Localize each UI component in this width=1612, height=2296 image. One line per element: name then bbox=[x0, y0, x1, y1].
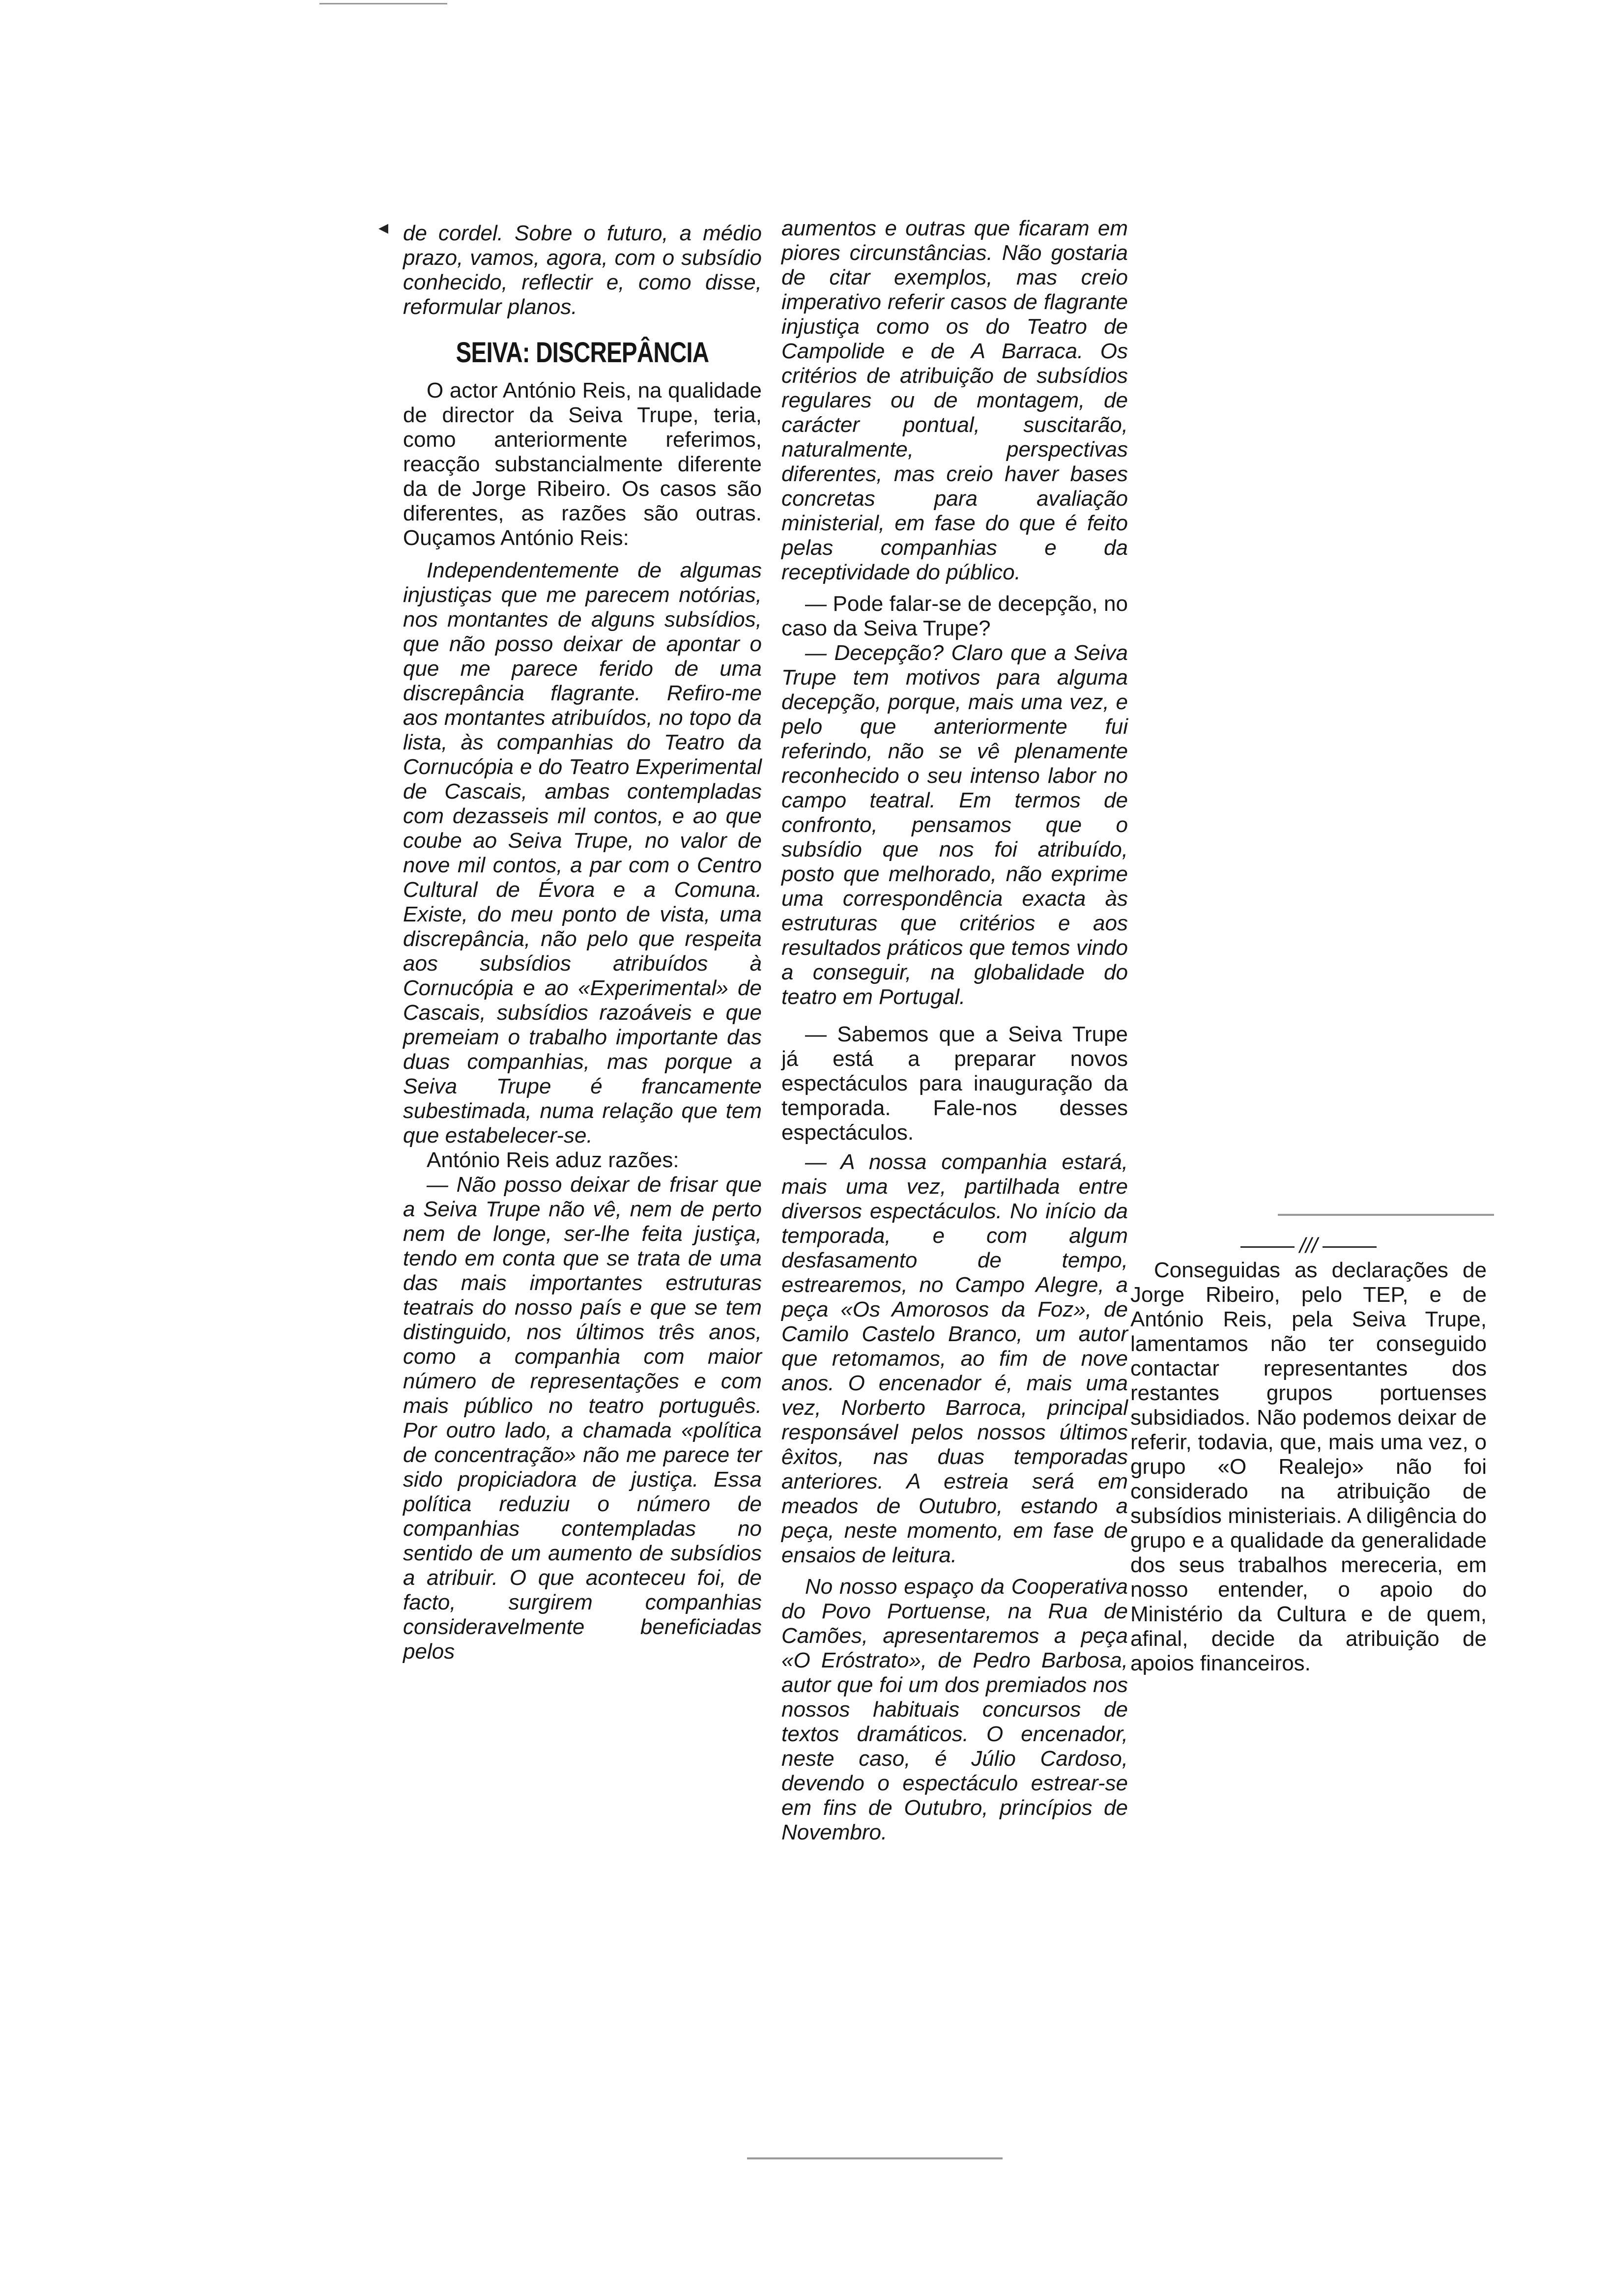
answer-paragraph: — A nossa companhia estará, mais uma vez, partilhada entre diversos espectáculos. No início da temporada, e com algum desfasamento de tempo, estrearemos, no Campo Alegre, a peça «Os Amorosos da Foz», de Camilo Castelo Branco, um autor que retomamos, ao fim de nove anos. O encenador é, mais uma vez, Norberto Barroca, principal responsável pelos nossos últimos êxitos, nas duas temporadas anteriores. A estreia será em meados de Outubro, estando a peça, neste momento, em fase de ensaios de leitura. bbox=[781, 1150, 1128, 1567]
question-paragraph: — Pode falar-se de decepção, no caso da Seiva Trupe? bbox=[781, 592, 1128, 640]
question-paragraph: — Sabemos que a Seiva Trupe já está a preparar novos espectáculos para inauguração da temporada. Fale-nos desses espectáculos. bbox=[781, 1022, 1128, 1145]
section-heading: SEIVA: DISCREPÂNCIA bbox=[456, 337, 709, 369]
scan-artifact bbox=[1278, 1214, 1494, 1216]
intro-paragraph: de cordel. Sobre o futuro, a médio prazo, vamos, agora, com o subsídio conhecido, reflectir e, como disse, reformular planos. bbox=[403, 221, 762, 319]
column-left bbox=[403, 221, 762, 1664]
scan-artifact bbox=[319, 3, 447, 4]
column-right bbox=[1130, 1234, 1487, 1676]
answer-paragraph: — Decepção? Claro que a Seiva Trupe tem motivos para alguma decepção, porque, mais uma vez, e pelo que anteriormente fui referindo, não se vê plenamente reconhecido o seu intenso labor no campo teatral. Em termos de confronto, pensamos que o subsídio que nos foi atribuído, posto que melhorado, não exprime uma correspondência exacta às estruturas que critérios e aos resultados práticos que temos vindo a conseguir, na globalidade do teatro em Portugal. bbox=[781, 641, 1128, 1009]
column-middle bbox=[781, 216, 1128, 1845]
scan-artifact bbox=[747, 2157, 1003, 2159]
answer-paragraph: No nosso espaço da Cooperativa do Povo Portuense, na Rua de Camões, apresentaremos a peça «O Eróstrato», de Pedro Barbosa, autor que foi um dos premiados nos nossos habituais concursos de textos dramáticos. O encenador, neste caso, é Júlio Cardoso, devendo o espectáculo estrear-se em fins de Outubro, princípios de Novembro. bbox=[781, 1575, 1128, 1844]
section-separator: /// bbox=[1130, 1234, 1487, 1258]
paragraph: Conseguidas as declarações de Jorge Ribeiro, pelo TEP, e de António Reis, pela Seiva Trupe, lamentamos não ter conseguido contactar representantes dos restantes grupos portuenses subsidiados. Não podemos deixar de referir, todavia, que, mais uma vez, o grupo «O Realejo» não foi considerado na atribuição de subsídios ministeriais. A diligência do grupo e a qualidade da generalidade dos seus trabalhos mereceria, em nosso entender, o apoio do Ministério da Cultura e de quem, afinal, decide da atribuição de apoios financeiros. bbox=[1130, 1258, 1487, 1675]
quote-paragraph: Independentemente de algumas injustiças que me parecem notórias, nos montantes de alguns subsídios, que não posso deixar de apontar o que me parece ferido de uma discrepância flagrante. Refiro-me aos montantes atribuídos, no topo da lista, às companhias do Teatro da Cornucópia e do Teatro Experimental de Cascais, ambas contempladas com dezasseis mil contos, e ao que coube ao Seiva Trupe, no valor de nove mil contos, a par com o Centro Cultural de Évora e a Comuna. Existe, do meu ponto de vista, uma discrepância, não pelo que respeita aos subsídios atribuídos à Cornucópia e ao «Experimental» de Cascais, subsídios razoáveis e que premeiam o trabalho importante das duas companhias, mas porque a Seiva Trupe é francamente subestimada, numa relação que tem que estabelecer-se. bbox=[403, 558, 762, 1148]
quote-paragraph: — Não posso deixar de frisar que a Seiva Trupe não vê, nem de perto nem de longe, ser-lhe feita justiça, tendo em conta que se trata de uma das mais importantes estruturas teatrais do nosso país e que se tem distinguido, nos últimos três anos, como a companhia com maior número de representações e com mais público no teatro português. Por outro lado, a chamada «política de concentração» não me parece ter sido propiciadora de justiça. Essa política reduziu o número de companhias contempladas no sentido de um aumento de subsídios a atribuir. O que aconteceu foi, de facto, surgirem companhias consideravelmente beneficiadas pelos bbox=[403, 1173, 762, 1664]
quote-paragraph: aumentos e outras que ficaram em piores circunstâncias. Não gostaria de citar exemplos, mas creio imperativo referir casos de flagrante injustiça como os do Teatro de Campolide e de A Barraca. Os critérios de atribuição de subsídios regulares ou de montagem, de carácter pontual, suscitarão, naturalmente, perspectivas diferentes, mas creio haver bases concretas para avaliação ministerial, em fase do que é feito pelas companhias e da receptividade do público. bbox=[781, 216, 1128, 584]
margin-mark: ◂ bbox=[378, 217, 389, 238]
paragraph: O actor António Reis, na qualidade de director da Seiva Trupe, teria, como anteriormente referimos, reacção substancialmente diferente da de Jorge Ribeiro. Os casos são diferentes, as razões são outras. Ouçamos António Reis: bbox=[403, 378, 762, 550]
paragraph: António Reis aduz razões: bbox=[427, 1148, 679, 1172]
